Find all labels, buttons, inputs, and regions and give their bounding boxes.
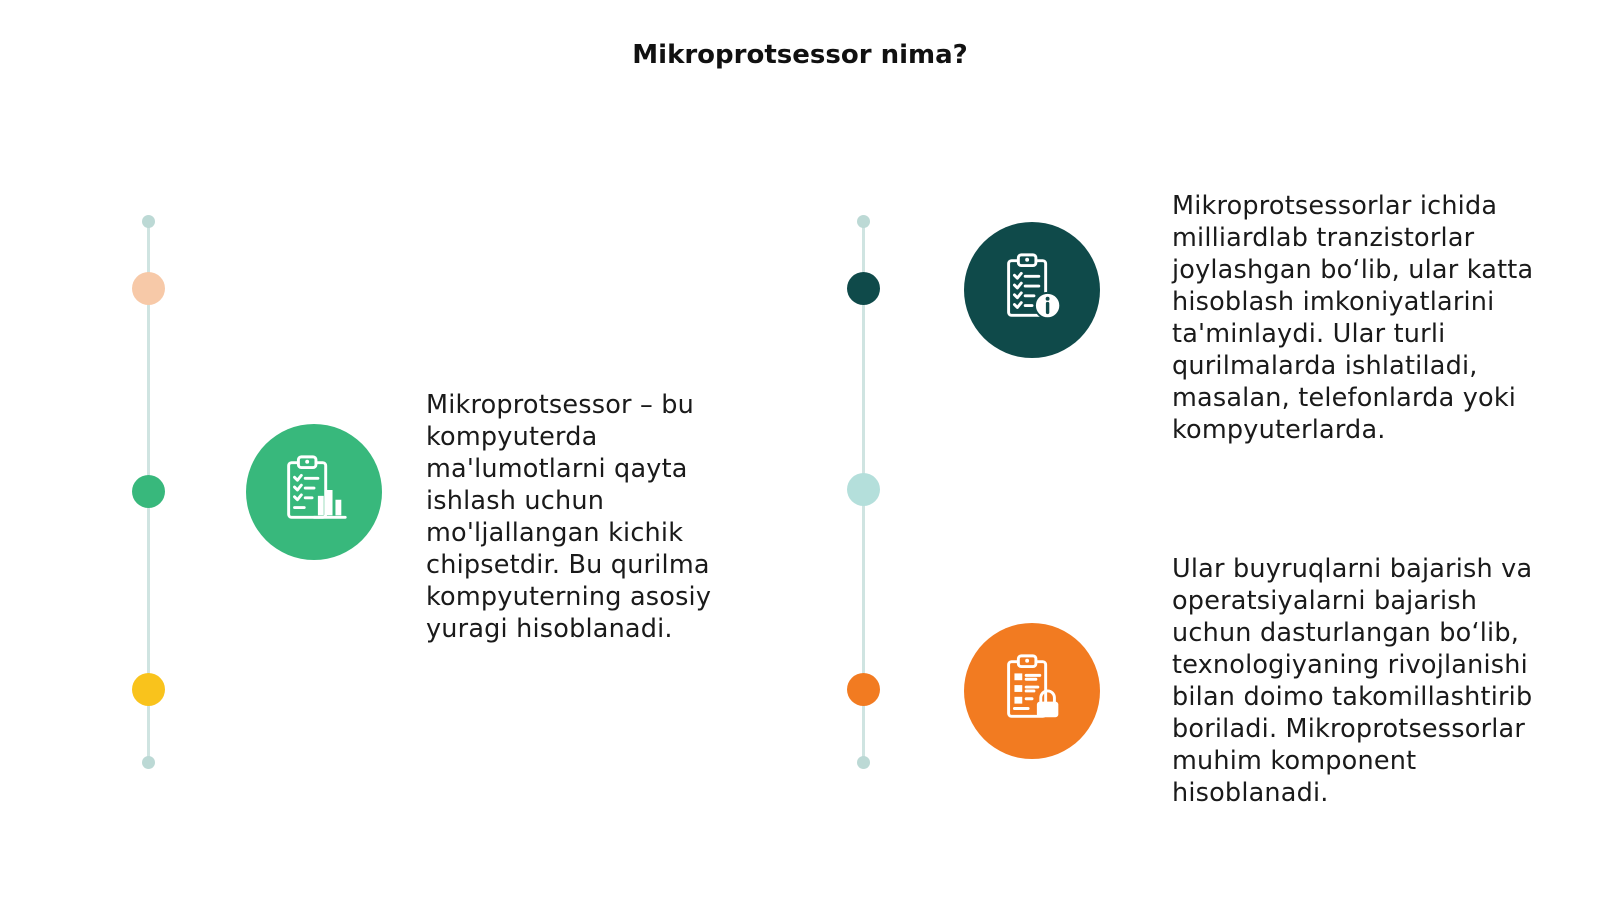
item-1-text: Mikroprotsessor – bu kompyuterda ma'lumotlarni qayta ishlash uchun mo'ljallangan kichik chipsetdir. Bu qurilma kompyuterning asosiy yuragi hisoblanadi. bbox=[426, 390, 712, 644]
clipboard-checklist-info-icon bbox=[993, 249, 1071, 331]
left-timeline-bottom-cap bbox=[142, 756, 155, 769]
item-3-text: Ular buyruqlarni bajarish va operatsiyalarni bajarish uchun dasturlangan bo‘lib, texnologiyaning rivojlanishi bilan doimo takomillashtirib boriladi. Mikroprotsessorlar muhim komponent hisoblanadi. bbox=[1172, 554, 1533, 808]
right-timeline-dot-light-teal bbox=[847, 473, 880, 506]
left-timeline-dot-peach bbox=[132, 272, 165, 305]
right-timeline-dot-orange bbox=[847, 673, 880, 706]
left-timeline-dot-green bbox=[132, 475, 165, 508]
item-2-icon-circle bbox=[964, 222, 1100, 358]
right-timeline-bottom-cap bbox=[857, 756, 870, 769]
clipboard-lock-icon bbox=[993, 650, 1071, 732]
item-2-text: Mikroprotsessorlar ichida milliardlab tranzistorlar joylashgan bo‘lib, ular katta hisoblash imkoniyatlarini ta'minlaydi. Ular turli qurilmalarda ishlatiladi, masalan, telefonlarda yoki kompyuterlarda. bbox=[1172, 191, 1534, 445]
right-timeline-dot-dark-teal bbox=[847, 272, 880, 305]
page-title: Mikroprotsessor nima? bbox=[632, 40, 968, 70]
item-3-icon-circle bbox=[964, 623, 1100, 759]
item-1-icon-circle bbox=[246, 424, 382, 560]
left-timeline-top-cap bbox=[142, 215, 155, 228]
right-timeline-top-cap bbox=[857, 215, 870, 228]
clipboard-chart-icon bbox=[275, 451, 353, 533]
left-timeline-dot-yellow bbox=[132, 673, 165, 706]
